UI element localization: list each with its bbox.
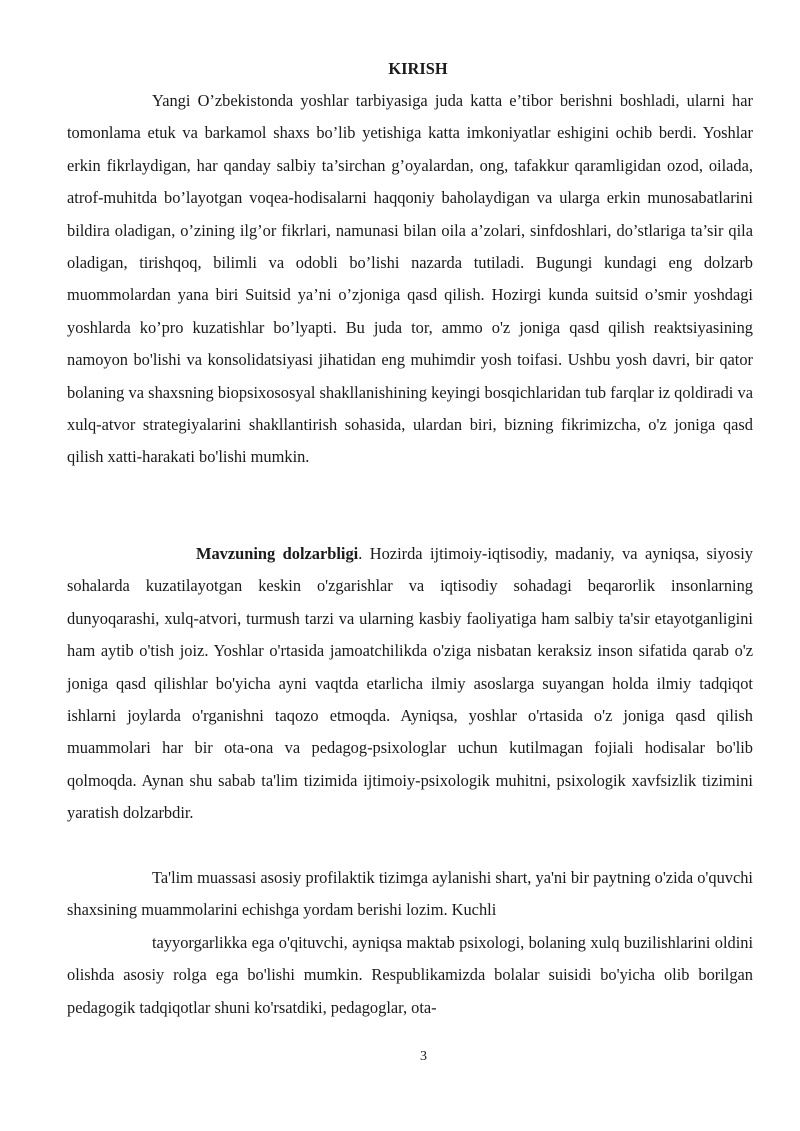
relevance-text: . Hozirda ijtimoiy-iqtisodiy, madaniy, va ayniqsa, siyosiy sohalarda kuzatilayotgan keskin o'zgarishlar va iqtisodiy sohadagi beqarorlik insonlarning dunyoqarashi, xulq-atvori, turmush tarzi va ularning kasbiy faoliyatiga ham salbiy ta'sir etayotganligini ham aytib o'tish joiz. Yoshlar o'rtasida jamoatchilikda o'ziga nisbatan keraksiz inson sifatida qarab o'z joniga qasd qilishlar bo'yicha ayni vaqtda etarlicha ilmiy asoslarga suyangan holda ilmiy tadqiqot ishlarni joylarda o'rganishni taqozo etmoqda. Ayniqsa, yoshlar o'rtasida o'z joniga qasd qilish muammolari har bir ota-ona va pedagog-psixologlar uchun kutilmagan fojiali hodisalar bo'lib qolmoqda. Aynan shu sabab ta'lim tizimida ijtimoiy-psixologik muhitni, psixologik xavfsizlik tizimini yaratish dolzarbdir. bbox=[67, 544, 753, 823]
teacher-paragraph: tayyorgarlikka ega o'qituvchi, ayniqsa maktab psixologi, bolaning xulq buzilishlarini oldini olishda asosiy rolga ega bo'lishi mumkin. Respublikamizda bolalar suisidi bo'yicha olib borilgan pedagogik tadqiqotlar shuni ko'rsatdiki, pedagoglar, ota- bbox=[67, 933, 753, 1017]
institution-paragraph: Ta'lim muassasi asosiy profilaktik tizimga aylanishi shart, ya'ni bir paytning o'zida o'quvchi shaxsining muammolarini echishga yordam berishi lozim. Kuchli bbox=[67, 868, 753, 920]
relevance-heading: Mavzuning dolzarbligi bbox=[196, 544, 359, 563]
relevance-paragraph bbox=[67, 538, 753, 830]
page-number: 3 bbox=[420, 1049, 427, 1064]
intro-paragraph: Yangi O’zbekistonda yoshlar tarbiyasiga juda katta e’tibor berishni boshladi, ularni har tomonlama etuk va barkamol shaxs bo’lib yetishiga katta imkoniyatlar eshigini ochib berdi. Yoshlar erkin fikrlaydigan, har qanday salbiy ta’sirchan g’oyalardan, ong, tafakkur qaramligidan ozod, oilada, atrof-muhitda bo’layotgan voqea-hodisalarni haqqoniy baholaydigan va ularga erkin munosabatlarini bildira oladigan, o’zining ilg’or fikrlari, namunasi bilan oila a’zolari, sinfdoshlari, do’stlariga ta’sir qila oladigan, tirishqoq, bilimli va odobli bo’lishi nazarda tutiladi. Bugungi kundagi eng dolzarb muommolardan yana biri Suitsid ya’ni o’zjoniga qasd qilish. Hozirgi kunda suitsid o’smir yoshdagi yoshlarda ko’pro kuzatishlar bo’lyapti. Bu juda tor, ammo o'z joniga qasd qilish reaktsiyasining namoyon bo'lishi va konsolidatsiyasi jihatidan eng muhimdir yosh toifasi. Ushbu yosh davri, bir qator bolaning va shaxsning biopsixososyal shakllanishining keyingi bosqichlaridan tub farqlar iz qoldiradi va xulq-atvor strategiyalarini shakllantirish sohasida, ulardan biri, bizning fikrimizcha, o'z joniga qasd qilish xatti-harakati bo'lishi mumkin. bbox=[67, 91, 753, 467]
chapter-title: KIRISH bbox=[388, 59, 448, 78]
